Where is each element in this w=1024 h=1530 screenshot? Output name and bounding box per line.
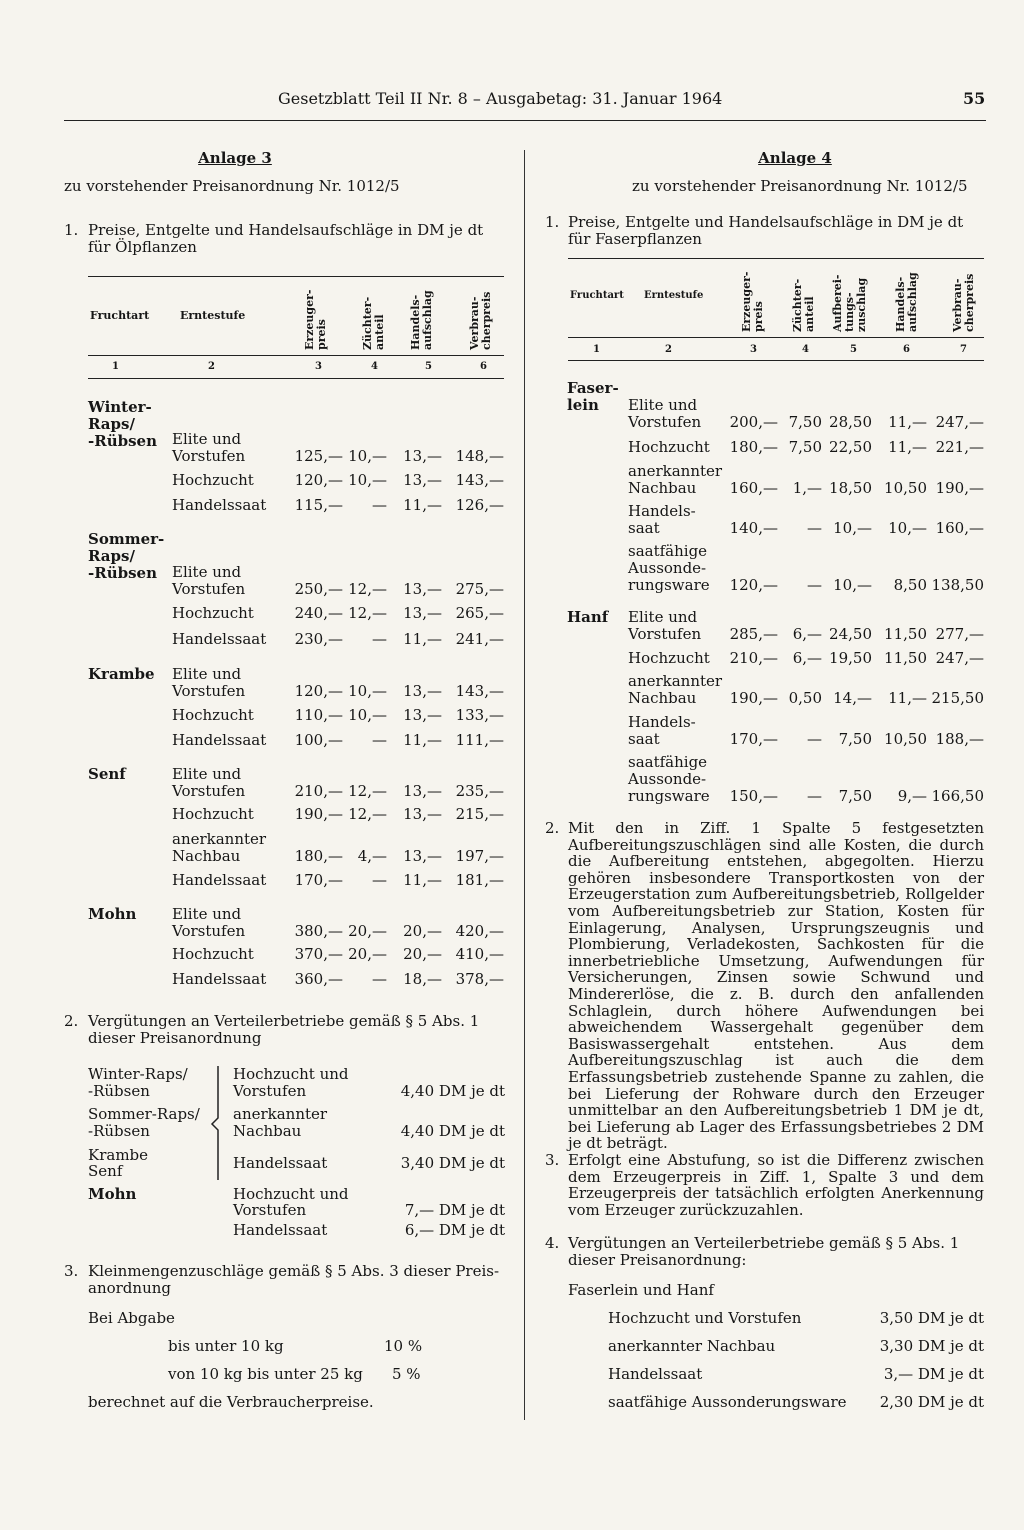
stage-name: saatfähige <box>628 542 708 560</box>
r-section-3-text: Erfolgt eine Abstufung, so ist die Differenz zwischen dem Erzeugerpreis in Ziff. 1, Spalte 3 und dem Erzeugerpreis der tatsächlich erfolgten Anerkennung vom Erzeuger zurückzuzahlen. <box>568 1151 984 1219</box>
price-cell: — <box>372 731 387 749</box>
r-section-3-number: 3. <box>545 1151 560 1169</box>
price-cell: 190,— <box>935 479 984 497</box>
price-cell: 7,50 <box>838 787 872 805</box>
price-cell: 241,— <box>455 630 504 648</box>
stage-nachbau: Nachbau <box>233 1122 302 1140</box>
r-header-erzeugerpreis: Erzeuger- preis <box>740 271 765 332</box>
crop-name: lein <box>567 396 599 414</box>
price-cell: 11,— <box>403 630 442 648</box>
stage-name: Hochzucht <box>172 471 254 489</box>
fee-value: 3,40 DM je dt <box>400 1154 505 1172</box>
stage-anerkannter: anerkannter <box>233 1105 328 1123</box>
stage-name: saat <box>628 730 660 748</box>
price-cell: 370,— <box>294 945 343 963</box>
stage-name: Hochzucht <box>628 649 710 667</box>
section-1-heading: Preise, Entgelte und Handelsaufschläge in DM je dt <box>88 221 484 239</box>
price-cell: 22,50 <box>829 438 872 456</box>
r-section-4-heading-cont: dieser Preisanordnung: <box>568 1251 747 1269</box>
r-col-numbers-rule <box>568 360 984 361</box>
price-cell: 8,50 <box>893 576 927 594</box>
stage-name: Hochzucht <box>628 438 710 456</box>
price-cell: 166,50 <box>931 787 984 805</box>
stage-name: Aussonde- <box>628 770 707 788</box>
price-cell: 20,— <box>348 945 387 963</box>
anlage-4-subtitle: zu vorstehender Preisanordnung Nr. 1012/5 <box>632 177 968 195</box>
price-cell: 240,— <box>294 604 343 622</box>
price-cell: 13,— <box>403 805 442 823</box>
stage-name: Elite und <box>172 905 242 923</box>
price-cell: 24,50 <box>829 625 872 643</box>
fiber-fee-label: Hochzucht und Vorstufen <box>608 1309 802 1327</box>
price-cell: 1,— <box>792 479 822 497</box>
r-section-4-number: 4. <box>545 1234 560 1252</box>
crop-winter-raps: Winter-Raps/ <box>88 1065 188 1083</box>
crop-name: Winter- <box>88 398 152 416</box>
price-cell: 19,50 <box>829 649 872 667</box>
price-cell: 10,— <box>888 519 927 537</box>
price-cell: 140,— <box>729 519 778 537</box>
price-cell: 4,— <box>357 847 387 865</box>
section-1-heading-cont: für Ölpflanzen <box>88 238 197 256</box>
crop-name: Hanf <box>567 608 609 626</box>
header-handelsaufschlag: Handels- aufschlag <box>409 290 434 350</box>
stage-name: Elite und <box>172 430 242 448</box>
price-cell: 247,— <box>935 649 984 667</box>
stage-name: Hochzucht <box>172 805 254 823</box>
stage-vorstufen: Vorstufen <box>233 1082 307 1100</box>
price-cell: 138,50 <box>931 576 984 594</box>
section-3-heading: Kleinmengenzuschläge gemäß § 5 Abs. 3 dieser Preis- <box>88 1262 500 1280</box>
crop-krambe: Krambe <box>88 1146 149 1164</box>
stage-handelssaat: Handelssaat <box>233 1154 328 1172</box>
header-rule <box>64 120 986 121</box>
crop-name: Krambe <box>88 665 155 683</box>
stage-hochzucht-und: Hochzucht und <box>233 1065 349 1083</box>
price-cell: 210,— <box>294 782 343 800</box>
stage-name: Vorstufen <box>172 447 246 465</box>
page-number: 55 <box>963 89 986 108</box>
price-cell: 13,— <box>403 471 442 489</box>
stage-name: Handelssaat <box>172 970 267 988</box>
r-section-1-heading-cont: für Faserpflanzen <box>568 230 702 248</box>
price-cell: 133,— <box>455 706 504 724</box>
price-cell: 190,— <box>729 689 778 707</box>
price-cell: 143,— <box>455 682 504 700</box>
header-zuechteranteil: Züchter- anteil <box>361 296 386 350</box>
price-cell: 250,— <box>294 580 343 598</box>
table-top-rule <box>88 276 504 277</box>
stage-name: Aussonde- <box>628 559 707 577</box>
price-cell: 380,— <box>294 922 343 940</box>
stage-name: Vorstufen <box>172 922 246 940</box>
price-cell: 197,— <box>455 847 504 865</box>
fee-value: 4,40 DM je dt <box>400 1082 505 1100</box>
price-cell: 215,50 <box>931 689 984 707</box>
stage-name: rungsware <box>628 576 710 594</box>
section-2-heading: Vergütungen an Verteilerbetriebe gemäß § 5 Abs. 1 <box>88 1012 480 1030</box>
fiber-fee-label: Handelssaat <box>608 1365 703 1383</box>
fiber-fee-value: 3,50 DM je dt <box>879 1309 984 1327</box>
price-cell: 160,— <box>729 479 778 497</box>
price-cell: 12,— <box>348 580 387 598</box>
price-cell: 13,— <box>403 847 442 865</box>
stage-name: Elite und <box>628 608 698 626</box>
price-cell: 20,— <box>403 922 442 940</box>
price-cell: 235,— <box>455 782 504 800</box>
price-cell: 13,— <box>403 706 442 724</box>
price-cell: 13,— <box>403 580 442 598</box>
r-col-number-3: 3 <box>750 344 757 355</box>
price-cell: 180,— <box>294 847 343 865</box>
price-cell: 143,— <box>455 471 504 489</box>
price-cell: 190,— <box>294 805 343 823</box>
r-table-top-rule <box>568 258 984 259</box>
r-header-fruchtart: Fruchtart <box>570 290 624 301</box>
price-cell: 11,— <box>403 731 442 749</box>
price-cell: 215,— <box>455 805 504 823</box>
price-cell: 10,50 <box>884 730 927 748</box>
r-section-2-number: 2. <box>545 819 560 837</box>
price-cell: 7,50 <box>788 438 822 456</box>
price-cell: 230,— <box>294 630 343 648</box>
price-cell: 7,50 <box>838 730 872 748</box>
price-cell: 120,— <box>294 471 343 489</box>
price-cell: 12,— <box>348 604 387 622</box>
stage-name: saat <box>628 519 660 537</box>
crop-senf: Senf <box>88 1162 123 1180</box>
price-cell: 115,— <box>294 496 343 514</box>
r-col-number-6: 6 <box>903 344 910 355</box>
price-cell: — <box>807 787 822 805</box>
price-cell: 11,50 <box>884 649 927 667</box>
price-cell: 10,— <box>348 471 387 489</box>
price-cell: 11,— <box>888 689 927 707</box>
crop-name: Senf <box>88 765 126 783</box>
price-cell: 10,— <box>833 519 872 537</box>
stage-name: anerkannter <box>172 830 267 848</box>
crop-name: Sommer- <box>88 530 165 548</box>
stage-name: Hochzucht <box>172 604 254 622</box>
price-cell: 170,— <box>729 730 778 748</box>
stage-name: Vorstufen <box>172 580 246 598</box>
col-number-6: 6 <box>480 361 487 372</box>
header-bottom-rule <box>88 355 504 356</box>
price-cell: 111,— <box>455 731 504 749</box>
surcharge-tier-1-value: 10 % <box>384 1337 423 1355</box>
crop-sommer-raps: Sommer-Raps/ <box>88 1105 200 1123</box>
price-cell: 10,— <box>348 706 387 724</box>
fiber-fee-value: 2,30 DM je dt <box>879 1393 984 1411</box>
price-cell: 210,— <box>729 649 778 667</box>
stage-name: anerkannter <box>628 462 723 480</box>
col-number-2: 2 <box>208 361 215 372</box>
crop-name: -Rübsen <box>88 564 157 582</box>
price-cell: 6,— <box>792 625 822 643</box>
r-header-aufbereitungszuschlag: Aufberei- tungs- zuschlag <box>831 274 868 332</box>
fee-value: 7,— DM je dt <box>404 1201 505 1219</box>
price-cell: 110,— <box>294 706 343 724</box>
r-col-number-2: 2 <box>665 344 672 355</box>
price-cell: — <box>372 871 387 889</box>
stage-name: Handelssaat <box>172 496 267 514</box>
stage-name: Vorstufen <box>172 782 246 800</box>
price-cell: 221,— <box>935 438 984 456</box>
price-cell: 125,— <box>294 447 343 465</box>
stage-name: Handels- <box>628 502 696 520</box>
stage-name: Handels- <box>628 713 696 731</box>
price-cell: 120,— <box>729 576 778 594</box>
price-cell: 285,— <box>729 625 778 643</box>
section-2-heading-cont: dieser Preisanordnung <box>88 1029 262 1047</box>
price-cell: 7,50 <box>788 413 822 431</box>
fiber-fee-value: 3,30 DM je dt <box>879 1337 984 1355</box>
crop-sommer-ruebsen: -Rübsen <box>88 1122 150 1140</box>
gazette-header: Gesetzblatt Teil II Nr. 8 – Ausgabetag: 31. Januar 1964 <box>278 89 723 108</box>
bei-abgabe-label: Bei Abgabe <box>88 1309 175 1327</box>
price-cell: 378,— <box>455 970 504 988</box>
price-cell: 247,— <box>935 413 984 431</box>
price-cell: — <box>807 730 822 748</box>
header-fruchtart: Fruchtart <box>90 309 150 322</box>
price-cell: 11,— <box>403 496 442 514</box>
crop-name: Faser- <box>567 379 619 397</box>
surcharge-tier-2-value: 5 % <box>392 1365 421 1383</box>
price-cell: 20,— <box>348 922 387 940</box>
col-number-1: 1 <box>112 361 119 372</box>
price-cell: 6,— <box>792 649 822 667</box>
stage-name: Elite und <box>172 665 242 683</box>
r-header-handelsaufschlag: Handels- aufschlag <box>894 272 919 332</box>
r-section-1-number: 1. <box>545 213 560 231</box>
grouping-brace <box>208 1064 232 1182</box>
section-3-heading-cont: anordnung <box>88 1279 171 1297</box>
col-number-4: 4 <box>371 361 378 372</box>
price-cell: 11,— <box>888 438 927 456</box>
surcharge-tier-1-label: bis unter 10 kg <box>168 1337 284 1355</box>
stage-name: Elite und <box>628 396 698 414</box>
header-erntestufe: Erntestufe <box>180 309 246 322</box>
price-cell: 188,— <box>935 730 984 748</box>
price-cell: 11,50 <box>884 625 927 643</box>
price-cell: 160,— <box>935 519 984 537</box>
r-section-2-text: Mit den in Ziff. 1 Spalte 5 festgesetzten Aufbereitungszuschlägen sind alle Kosten, die durch die Aufbereitung entstehen, abgegolten. Hierzu gehören insbesondere Transportkosten von der Erzeugerstation zum Aufbereitungsbetrieb, Rollgelder vom Aufbereitungsbetrieb zur Station, Kosten für Einlagerung, Analysen, Ursprungszeugnis und Plombierung, Verladekosten, Sachkosten für die innerbetriebliche Umsetzung, Aufwendungen für Versicherungen, Zinsen sowie Schwund und Mindererlöse, die z. B. durch den anfallenden Schlaglein, durch höhere Aufwendungen bei abweichendem Wassergehalt gegenüber dem Basiswassergehalt entstehen. Aus dem Aufbereitungszuschlag ist auch die dem Erfassungsbetrieb zustehende Spanne zu zahlen, die bei Lieferung der Rohware durch den Erzeuger unmittelbar an den Aufbereitungsbetrieb 1 DM je dt, bei Lieferung ab Lager des Erfassungsbetriebes 2 DM je dt beträgt. <box>568 819 984 1153</box>
price-cell: — <box>807 576 822 594</box>
price-cell: 11,— <box>888 413 927 431</box>
price-cell: 200,— <box>729 413 778 431</box>
stage-name: anerkannter <box>628 672 723 690</box>
price-cell: 12,— <box>348 782 387 800</box>
price-cell: 11,— <box>403 871 442 889</box>
crop-name: -Rübsen <box>88 432 157 450</box>
price-cell: 28,50 <box>829 413 872 431</box>
price-cell: 100,— <box>294 731 343 749</box>
price-cell: 277,— <box>935 625 984 643</box>
col-numbers-rule <box>88 378 504 379</box>
price-cell: 150,— <box>729 787 778 805</box>
fee-value: 6,— DM je dt <box>404 1221 505 1239</box>
col-number-5: 5 <box>425 361 432 372</box>
fiber-fee-value: 3,— DM je dt <box>883 1365 984 1383</box>
r-header-verbraucherpreis: Verbrau- cherpreis <box>951 273 976 332</box>
stage-name: Handelssaat <box>172 871 267 889</box>
crop-mohn: Mohn <box>88 1185 137 1203</box>
stage-name: Elite und <box>172 563 242 581</box>
price-cell: 180,— <box>729 438 778 456</box>
surcharge-footer: berechnet auf die Verbraucherpreise. <box>88 1393 374 1411</box>
r-section-4-heading: Vergütungen an Verteilerbetriebe gemäß § 5 Abs. 1 <box>568 1234 960 1252</box>
price-cell: — <box>372 630 387 648</box>
price-cell: 148,— <box>455 447 504 465</box>
price-cell: 20,— <box>403 945 442 963</box>
stage-name: rungsware <box>628 787 710 805</box>
r-col-number-7: 7 <box>960 344 967 355</box>
section-1-number: 1. <box>64 221 79 239</box>
section-2-number: 2. <box>64 1012 79 1030</box>
price-cell: 120,— <box>294 682 343 700</box>
price-cell: 10,50 <box>884 479 927 497</box>
crop-name: Mohn <box>88 905 137 923</box>
anlage-3-title: Anlage 3 <box>198 149 272 167</box>
fee-value: 4,40 DM je dt <box>400 1122 505 1140</box>
stage-name: Nachbau <box>628 689 697 707</box>
stage-name: Hochzucht <box>172 706 254 724</box>
price-cell: 9,— <box>897 787 927 805</box>
r-header-bottom-rule <box>568 337 984 338</box>
price-cell: 12,— <box>348 805 387 823</box>
stage-name: Handelssaat <box>172 731 267 749</box>
price-cell: 265,— <box>455 604 504 622</box>
price-cell: 14,— <box>833 689 872 707</box>
stage-name: Vorstufen <box>628 413 702 431</box>
price-cell: 0,50 <box>788 689 822 707</box>
price-cell: 126,— <box>455 496 504 514</box>
price-cell: 275,— <box>455 580 504 598</box>
header-erzeugerpreis: Erzeuger- preis <box>303 289 328 350</box>
column-divider <box>524 150 525 1420</box>
price-cell: — <box>372 496 387 514</box>
r-col-number-4: 4 <box>802 344 809 355</box>
header-verbraucherpreis: Verbrau- cherpreis <box>468 291 493 350</box>
stage-name: Hochzucht <box>172 945 254 963</box>
stage-mohn-handelssaat: Handelssaat <box>233 1221 328 1239</box>
price-cell: 10,— <box>833 576 872 594</box>
stage-mohn-vorstufen: Vorstufen <box>233 1201 307 1219</box>
price-cell: 13,— <box>403 782 442 800</box>
price-cell: 181,— <box>455 871 504 889</box>
stage-name: Nachbau <box>628 479 697 497</box>
price-cell: 18,50 <box>829 479 872 497</box>
crop-name: Raps/ <box>88 547 135 565</box>
section-3-number: 3. <box>64 1262 79 1280</box>
crop-name: Raps/ <box>88 415 135 433</box>
r-col-number-1: 1 <box>593 344 600 355</box>
crop-winter-ruebsen: -Rübsen <box>88 1082 150 1100</box>
price-cell: 10,— <box>348 447 387 465</box>
price-cell: — <box>807 519 822 537</box>
stage-name: saatfähige <box>628 753 708 771</box>
stage-name: Elite und <box>172 765 242 783</box>
col-number-3: 3 <box>315 361 322 372</box>
price-cell: 13,— <box>403 682 442 700</box>
price-cell: 420,— <box>455 922 504 940</box>
fiber-fee-label: saatfähige Aussonderungsware <box>608 1393 847 1411</box>
price-cell: 10,— <box>348 682 387 700</box>
price-cell: 360,— <box>294 970 343 988</box>
surcharge-tier-2-label: von 10 kg bis unter 25 kg <box>168 1365 363 1383</box>
price-cell: 18,— <box>403 970 442 988</box>
price-cell: 13,— <box>403 604 442 622</box>
stage-mohn-hochzucht-und: Hochzucht und <box>233 1185 349 1203</box>
price-cell: 13,— <box>403 447 442 465</box>
r-col-number-5: 5 <box>850 344 857 355</box>
stage-name: Vorstufen <box>628 625 702 643</box>
r-section-1-heading: Preise, Entgelte und Handelsaufschläge in DM je dt <box>568 213 964 231</box>
r-header-zuechteranteil: Züchter- anteil <box>791 278 816 332</box>
price-cell: 410,— <box>455 945 504 963</box>
price-cell: — <box>372 970 387 988</box>
r-section-4-subheading: Faserlein und Hanf <box>568 1281 714 1299</box>
anlage-4-title: Anlage 4 <box>758 149 832 167</box>
anlage-3-subtitle: zu vorstehender Preisanordnung Nr. 1012/5 <box>64 177 400 195</box>
fiber-fee-label: anerkannter Nachbau <box>608 1337 776 1355</box>
stage-name: Handelssaat <box>172 630 267 648</box>
stage-name: Vorstufen <box>172 682 246 700</box>
price-cell: 170,— <box>294 871 343 889</box>
r-header-erntestufe: Erntestufe <box>644 290 704 301</box>
stage-name: Nachbau <box>172 847 241 865</box>
